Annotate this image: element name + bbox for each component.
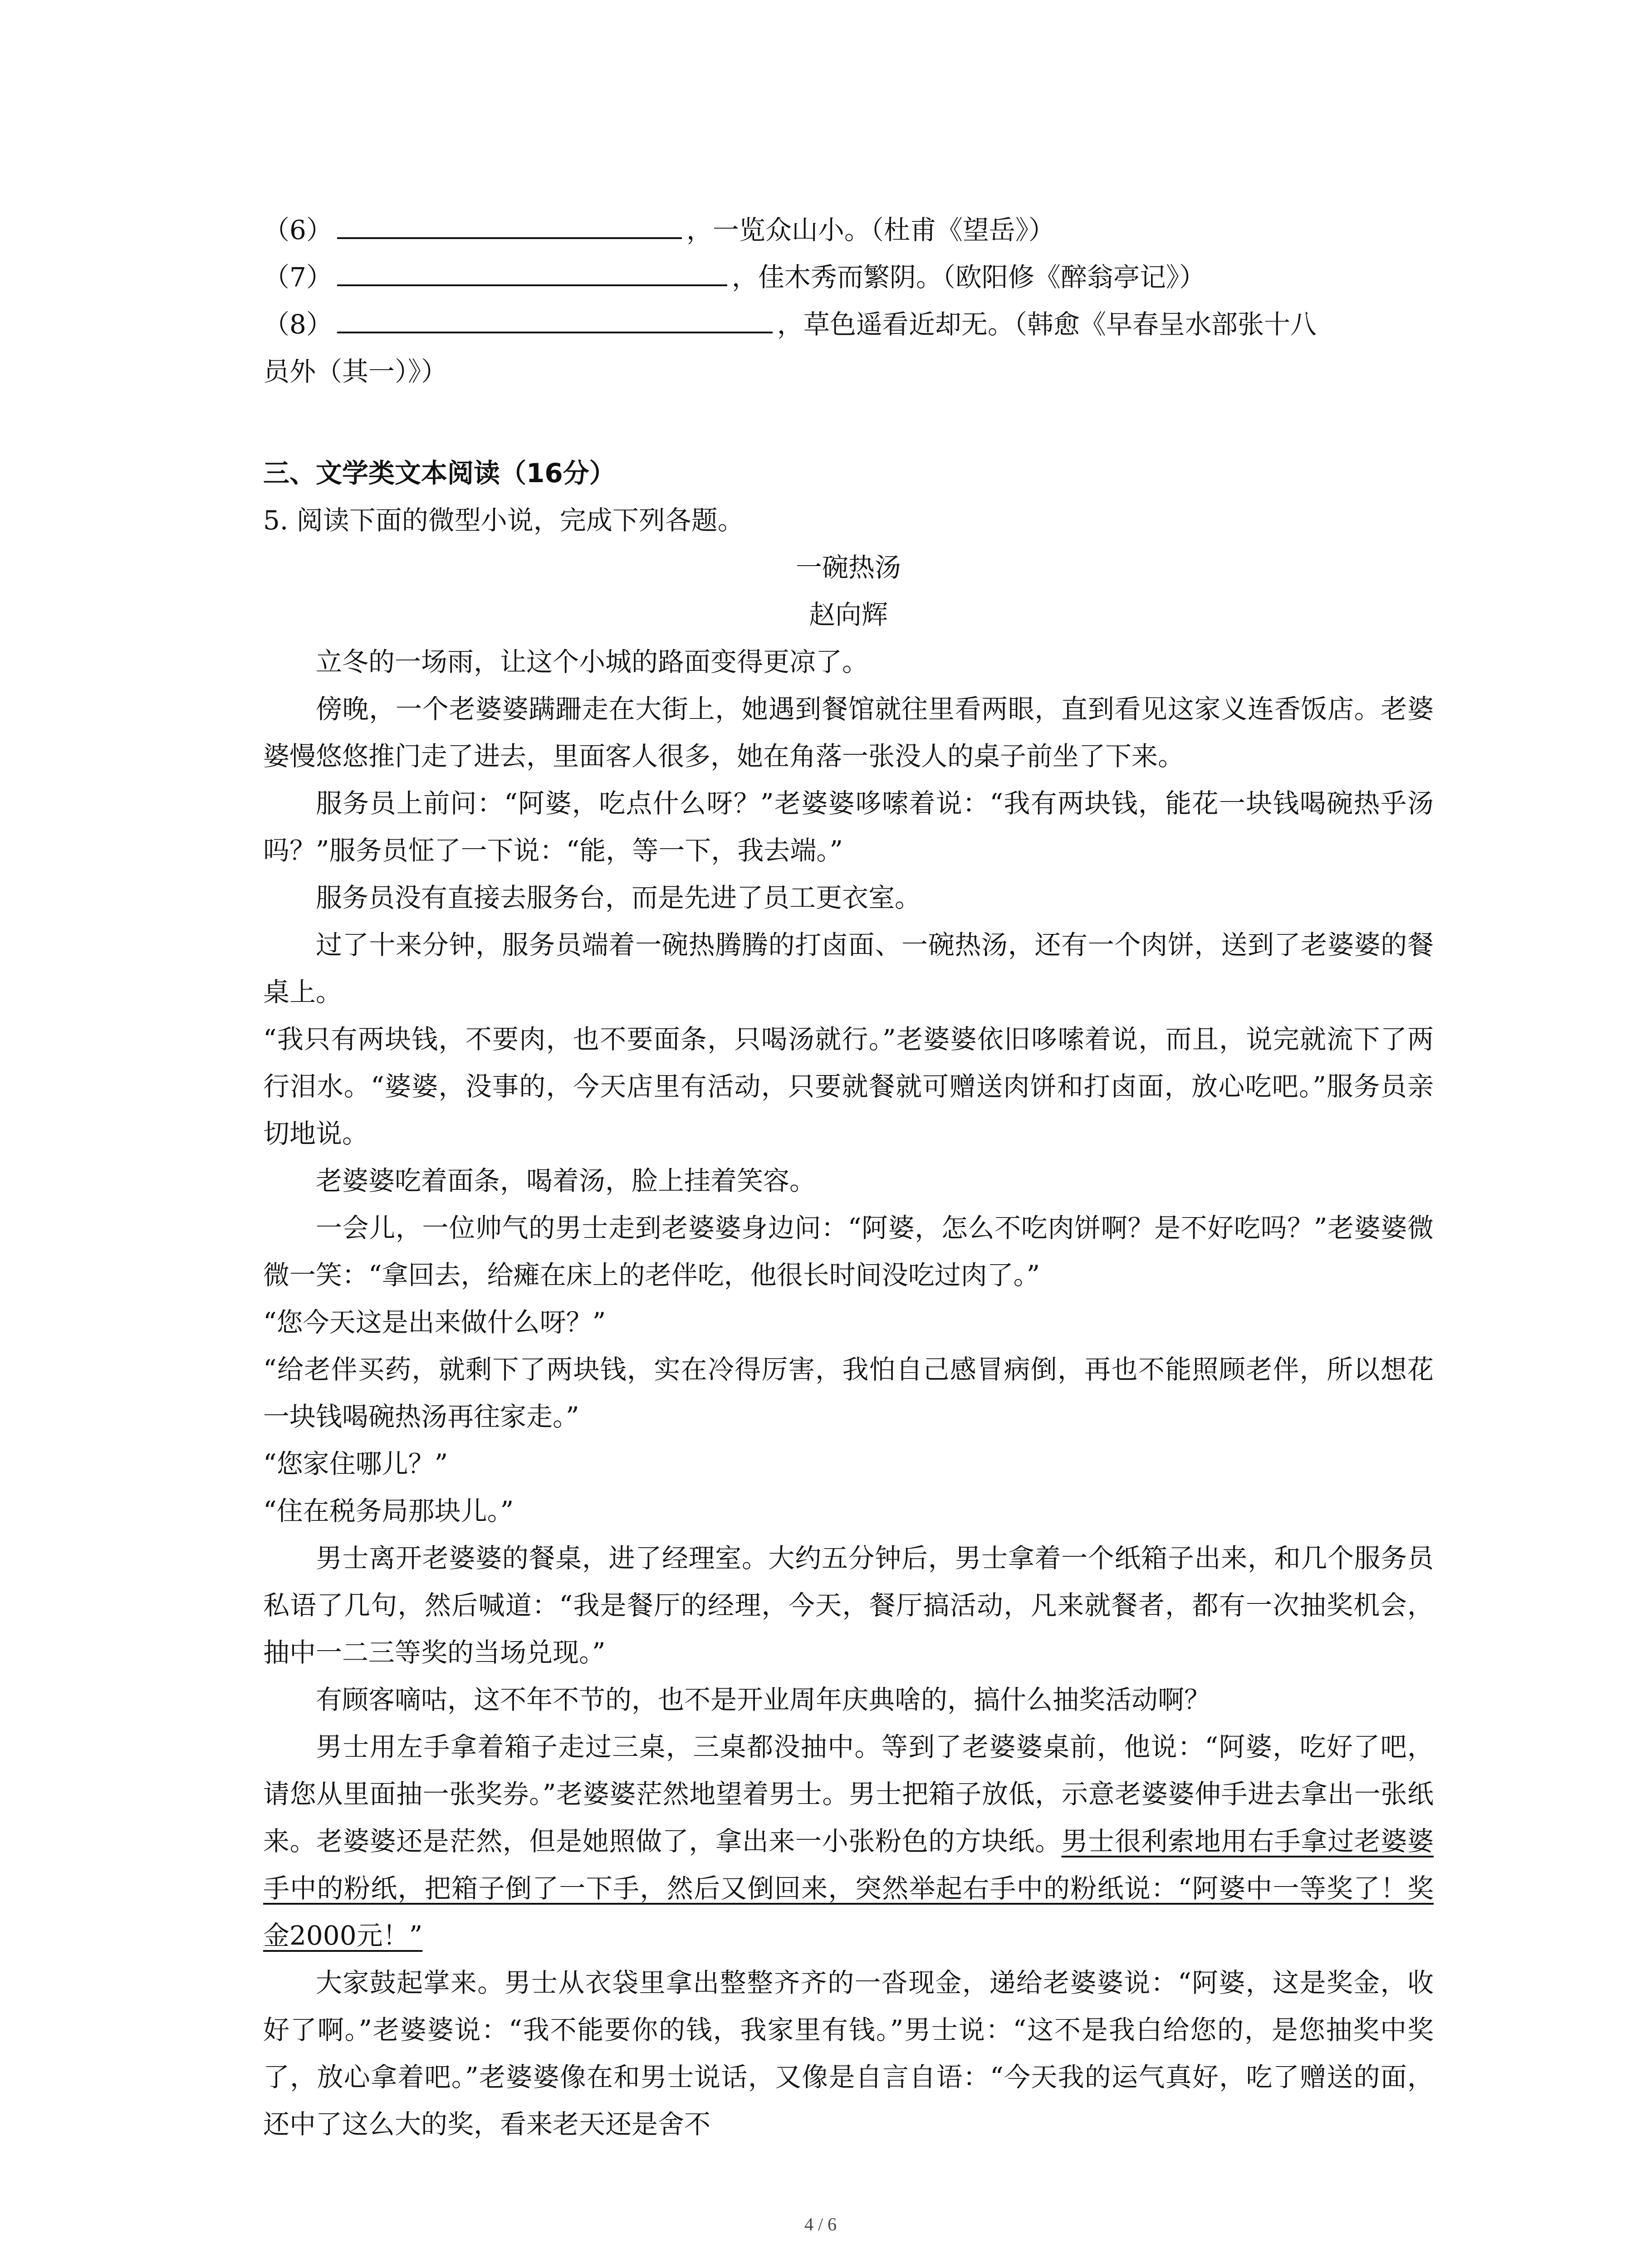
story-paragraph (263, 1723, 1434, 1959)
story-paragraph: “您家住哪儿？” (263, 1448, 448, 1479)
story-paragraph: 老婆婆吃着面条，喝着汤，脸上挂着笑容。 (316, 1165, 816, 1196)
story-paragraph: “住在税务局那块儿。” (263, 1496, 514, 1526)
fill-item-8-continued: 员外（其一）》） (263, 356, 448, 387)
page-content (263, 206, 1434, 2148)
story-paragraph: 过了十来分钟，服务员端着一碗热腾腾的打卤面、一碗热汤，还有一个肉饼，送到了老婆婆的餐桌上。 (263, 929, 1434, 1007)
fill-item-number: （6） (263, 215, 333, 245)
story-paragraph: 大家鼓起掌来。男士从衣袋里拿出整整齐齐的一沓现金，递给老婆婆说：“阿婆，这是奖金，收好了啊。”老婆婆说：“我不能要你的钱，我家里有钱。”男士说：“这不是我白给您的，是您抽奖中奖了，放心拿着吧。”老婆婆像在和男士说话，又像是自言自语：“今天我的运气真好，吃了赠送的面，还中了这么大的奖，看来老天还是舍不 (263, 1967, 1434, 2140)
fill-item-number: （7） (263, 262, 333, 293)
answer-blank[interactable] (337, 256, 727, 286)
fill-item-text: ，一览众山小。（杜甫《望岳》） (686, 215, 1055, 245)
story-paragraph: 服务员上前问：“阿婆，吃点什么呀？”老婆婆哆嗦着说：“我有两块钱，能花一块钱喝碗热乎汤吗？”服务员怔了一下说：“能，等一下，我去端。” (263, 788, 1434, 866)
story-paragraph: 一会儿，一位帅气的男士走到老婆婆身边问：“阿婆，怎么不吃肉饼啊？是不好吃吗？”老婆婆微微一笑：“拿回去，给瘫在床上的老伴吃，他很长时间没吃过肉了。” (263, 1212, 1434, 1290)
answer-blank[interactable] (337, 209, 682, 239)
fill-item-text: ，草色遥看近却无。（韩愈《早春呈水部张十八 (777, 309, 1317, 340)
story-author: 赵向辉 (808, 599, 888, 630)
story-title: 一碗热汤 (795, 552, 901, 583)
story-paragraph: 立冬的一场雨，让这个小城的路面变得更凉了。 (316, 646, 869, 677)
question-prompt: 5. 阅读下面的微型小说，完成下列各题。 (263, 505, 744, 536)
fill-item-8 (263, 301, 1434, 348)
story-paragraph: “您今天这是出来做什么呀？” (263, 1307, 606, 1338)
story-paragraph: 傍晚，一个老婆婆蹒跚走在大街上，她遇到餐馆就往里看两眼，直到看见这家义连香饭店。老婆婆慢悠悠推门走了进去，里面客人很多，她在角落一张没人的桌子前坐了下来。 (263, 694, 1434, 772)
page-number: 4 / 6 (804, 2214, 837, 2234)
story-paragraph: 有顾客嘀咕，这不年不节的，也不是开业周年庆典啥的，搞什么抽奖活动啊？ (316, 1684, 1211, 1715)
fill-item-6 (263, 206, 1434, 254)
paragraph-text: 男士用左手拿着箱子走过三桌，三桌都没抽中。等到了老婆婆桌前，他说：“阿婆，吃好了吧，请您从里面抽一张奖券。”老婆婆茫然地望着男士。男士把箱子放低，示意老婆婆伸手进去拿出一张纸来。老婆婆还是茫然，但是她照做了，拿出来一小张粉色的方块纸。 (263, 1731, 1434, 1857)
story-paragraph: 男士离开老婆婆的餐桌，进了经理室。大约五分钟后，男士拿着一个纸箱子出来，和几个服务员私语了几句，然后喊道：“我是餐厅的经理，今天，餐厅搞活动，凡来就餐者，都有一次抽奖机会，抽中一二三等奖的当场兑现。” (263, 1543, 1434, 1668)
story-body (263, 638, 1434, 1723)
section-title: 三、文学类文本阅读（16分） (263, 458, 616, 489)
answer-blank[interactable] (337, 303, 773, 333)
story-paragraph: 服务员没有直接去服务台，而是先进了员工更衣室。 (316, 882, 921, 913)
underlined-sentence: 男士很利索地用右手拿过老婆婆手中的粉纸，把箱子倒了一下手，然后又倒回来，突然举起右手中的粉纸说：“阿婆中一等奖了！奖金2000元！” (263, 1826, 1434, 1951)
story-paragraph: “我只有两块钱，不要肉，也不要面条，只喝汤就行。”老婆婆依旧哆嗦着说，而且，说完就流下了两行泪水。“婆婆，没事的，今天店里有活动，只要就餐就可赠送肉饼和打卤面，放心吃吧。”服务员亲切地说。 (263, 1024, 1434, 1149)
fill-item-7 (263, 254, 1434, 301)
story-paragraph: “给老伴买药，就剩下了两块钱，实在冷得厉害，我怕自己感冒病倒，再也不能照顾老伴，所以想花一块钱喝碗热汤再往家走。” (263, 1354, 1434, 1432)
fill-item-number: （8） (263, 309, 333, 340)
fill-item-text: ，佳木秀而繁阴。（欧阳修《醉翁亭记》） (731, 262, 1205, 293)
